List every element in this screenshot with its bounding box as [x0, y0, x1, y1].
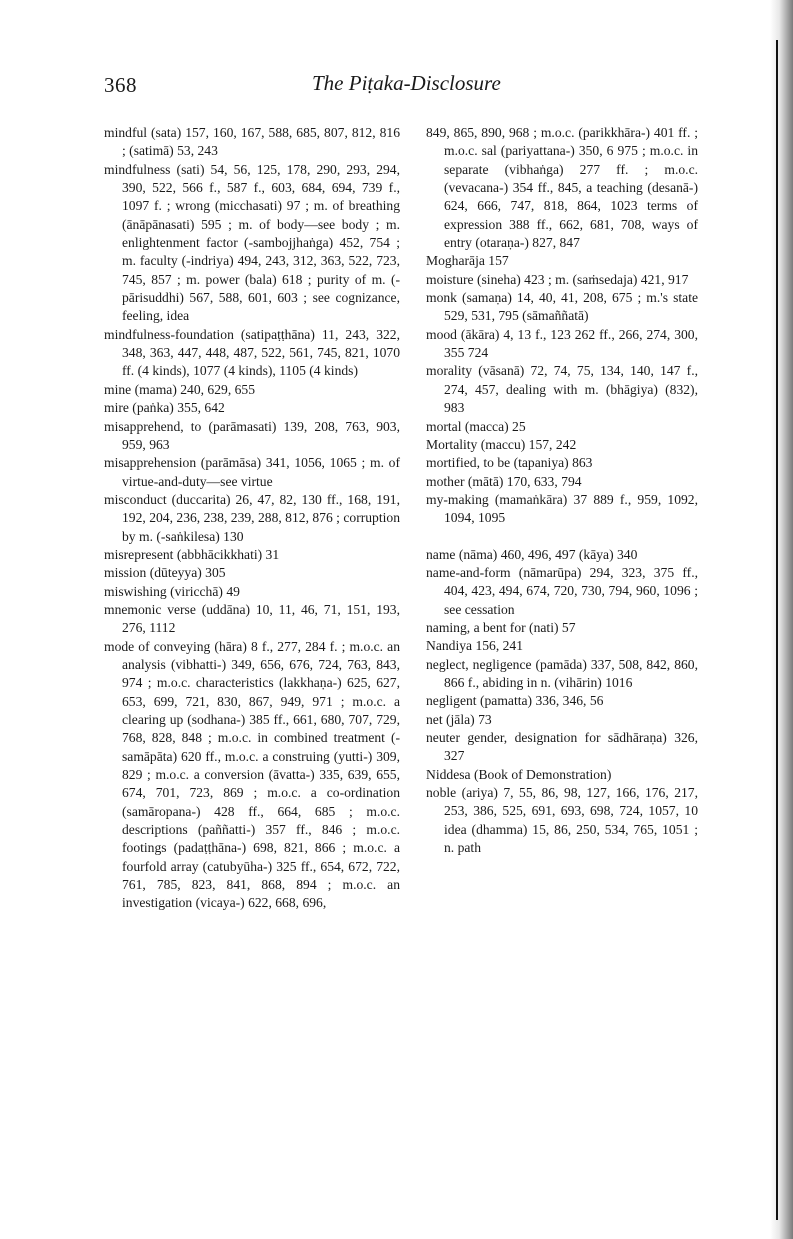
index-entry: miswishing (viricchā) 49: [104, 583, 240, 599]
index-entry: Mogharāja 157: [426, 253, 509, 269]
scan-page-edge-shadow: [770, 0, 793, 1239]
index-entry: naming, a bent for (nati) 57: [426, 619, 576, 635]
index-entry: mode of conveying (hāra) 8 f., 277, 284 f. ; m.o.c. an analysis (vibhatti-) 349, 656, 676, 724, 763, 843, 974 ; m.o.c. characteristics (lakkhaṇa-) 625, 627, 653, 699, 721, 830, 867, 949, 971 ; m.o.c. a clearing up (sodhana-) 385 ff., 661, 680, 707, 729, 768, 828, 848 ; m.o.c. in combined treatment (-samāpāta) 620 ff., m.o.c. a construing (yutti-) 309, 829 ; m.o.c. a conversion (āvatta-) 335, 639, 655, 674, 701, 723, 869 ; m.o.c. a co-ordination (samāropana-) 428 ff., 664, 685 ; m.o.c. descriptions (paññatti-) 357 ff., 846 ; m.o.c. footings (padaṭṭhāna-) 698, 821, 866 ; m.o.c. a fourfold array (catubyūha-) 325 ff., 654, 672, 722, 761, 785, 823, 841, 868, 894 ; m.o.c. an investigation (vicaya-) 622, 668, 696,: [104, 638, 400, 911]
index-entry: mindful (sata) 157, 160, 167, 588, 685, 807, 812, 816 ; (satimā) 53, 243: [104, 125, 400, 159]
index-entry: misconduct (duccarita) 26, 47, 82, 130 ff., 168, 191, 192, 204, 236, 238, 239, 288, 812, 876 ; corruption by m. (-saṅkilesa) 130: [104, 491, 400, 544]
index-entry: mother (mātā) 170, 633, 794: [426, 473, 582, 489]
index-entry: negligent (pamatta) 336, 346, 56: [426, 693, 604, 709]
index-entry: mire (paṅka) 355, 642: [104, 400, 225, 416]
index-entry: mortal (macca) 25: [426, 418, 526, 434]
index-entry: my-making (mamaṅkāra) 37 889 f., 959, 1092, 1094, 1095: [426, 491, 698, 526]
index-entry: mnemonic verse (uddāna) 10, 11, 46, 71, 151, 193, 276, 1112: [104, 601, 400, 636]
index-entry: name (nāma) 460, 496, 497 (kāya) 340: [426, 546, 638, 562]
right-column: [426, 124, 698, 857]
index-entry: noble (ariya) 7, 55, 86, 98, 127, 166, 176, 217, 253, 386, 525, 691, 693, 698, 724, 1057, 10 idea (dhamma) 15, 86, 250, 534, 765, 1051 ; n. path: [426, 785, 698, 856]
index-entry: misapprehend, to (parāmasati) 139, 208, 763, 903, 959, 963: [104, 418, 400, 452]
index-entry: Niddesa (Book of Demonstration): [426, 766, 612, 782]
index-entry: 849, 865, 890, 968 ; m.o.c. (parikkhāra-) 401 ff. ; m.o.c. sal (pariyattana-) 350, 6 975 ; m.o.c. in separate (vibhaṅga) 277 ff. ; m.o.c. (vevacana-) 354 ff., 845, a teaching (desanā-) 624, 666, 747, 818, 864, 1023 terms of expression 388 ff., 662, 681, 708, ways of entry (otaraṇa-) 827, 847: [426, 125, 698, 251]
index-entry: moisture (sineha) 423 ; m. (saṁsedaja) 421, 917: [426, 271, 689, 287]
index-entry: Nandiya 156, 241: [426, 638, 524, 654]
running-head: The Piṭaka-Disclosure: [312, 71, 501, 95]
index-entry: neglect, negligence (pamāda) 337, 508, 842, 860, 866 f., abiding in n. (vihārin) 1016: [426, 656, 698, 690]
index-entry: mindfulness (sati) 54, 56, 125, 178, 290, 293, 294, 390, 522, 566 f., 587 f., 603, 684, 694, 739 f., 1097 f. ; wrong (micchasati) 97 ; m. of breathing (ānāpānasati) 595 ; m. of body—see body ; m. enlightenment factor (-sambojjhaṅga) 452, 754 ; m. faculty (-indriya) 494, 243, 312, 363, 522, 723, 745, 857 ; m. power (bala) 618 ; purity of m. (-pārisuddhi) 567, 588, 601, 603 ; see cognizance, feeling, idea: [104, 161, 400, 324]
index-entry: Mortality (maccu) 157, 242: [426, 436, 577, 452]
section-gap: [426, 528, 698, 546]
left-column: [104, 124, 400, 913]
index-entry: misrepresent (abbhācikkhati) 31: [104, 546, 280, 562]
index-entry: neuter gender, designation for sādhāraṇa) 326, 327: [426, 730, 698, 764]
page-number: 368: [104, 73, 137, 97]
index-entry: mission (dūteyya) 305: [104, 565, 226, 581]
index-entry: morality (vāsanā) 72, 74, 75, 134, 140, 147 f., 274, 457, dealing with m. (bhāgiya) (832), 983: [426, 363, 698, 416]
index-entry: mood (ākāra) 4, 13 f., 123 262 ff., 266, 274, 300, 355 724: [426, 326, 698, 361]
index-entry: mindfulness-foundation (satipaṭṭhāna) 11, 243, 322, 348, 363, 447, 448, 487, 522, 561, 745, 821, 1070 ff. (4 kinds), 1077 (4 kinds), 1105 (4 kinds): [104, 326, 400, 379]
index-entry: monk (samaṇa) 14, 40, 41, 208, 675 ; m.'s state 529, 531, 795 (sāmaññatā): [426, 290, 698, 324]
index-entry: mine (mama) 240, 629, 655: [104, 381, 256, 397]
scan-binding-line: [776, 40, 778, 1220]
index-entry: misapprehension (parāmāsa) 341, 1056, 1065 ; m. of virtue-and-duty—see virtue: [104, 455, 400, 489]
index-entry: mortified, to be (tapaniya) 863: [426, 455, 593, 471]
index-entry: net (jāla) 73: [426, 711, 492, 727]
index-entry: name-and-form (nāmarūpa) 294, 323, 375 ff., 404, 423, 494, 674, 720, 730, 794, 960, 1096 ; see cessation: [426, 564, 698, 617]
